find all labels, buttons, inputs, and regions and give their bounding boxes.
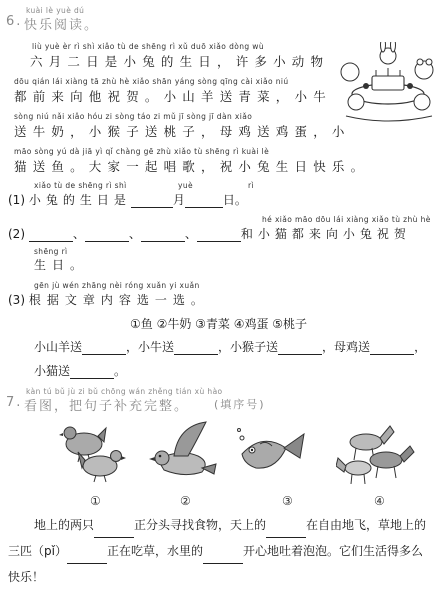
section6-number: 6. — [6, 14, 23, 29]
passage-pinyin-4: māo sòng yú dà jiā yì qǐ chàng gē zhù xiǎo tù shēng rì kuài lè — [14, 147, 270, 156]
passage-line-3: 送牛奶，小猴子送桃子，母鸡送鸡蛋，小 — [14, 124, 351, 139]
q3-goat-blank[interactable] — [82, 343, 126, 355]
q2-sep-1: 、 — [72, 227, 85, 241]
q1-label: (1) — [8, 193, 25, 207]
q1-text-c: 日。 — [222, 193, 247, 207]
q3-fill-e: ， — [414, 340, 427, 354]
q1-month-blank[interactable] — [131, 196, 173, 208]
q2-pinyin-2: shēng rì — [34, 247, 68, 256]
q2-question — [8, 225, 411, 242]
q2-blank-4[interactable] — [197, 230, 241, 242]
image-label-1: ① — [90, 494, 101, 508]
q2-text-2: 生日。 — [34, 258, 89, 272]
q3-pinyin: gēn jù wén zhāng nèi róng xuǎn yi xuǎn — [34, 281, 200, 290]
fish-picture — [236, 424, 308, 480]
q3-fill-g: 。 — [114, 364, 127, 378]
q3-fill-line-2 — [34, 362, 126, 379]
section6-title: 快乐阅读。 — [24, 18, 100, 33]
para-blank-3[interactable] — [67, 552, 107, 564]
section7-number: 7. — [6, 395, 23, 410]
para-c: 在自由地飞，草地上的 — [306, 518, 427, 532]
image-label-2: ② — [180, 494, 191, 508]
q3-fill-b: ，小牛送 — [126, 340, 175, 354]
para-b: 正分头寻找食物，天上的 — [134, 518, 267, 532]
q3-fill-f: 小猫送 — [34, 364, 71, 378]
horses-picture — [336, 420, 416, 486]
section6-title-pinyin: kuài lè yuè dú — [26, 6, 85, 15]
q3-options: ①鱼 ②牛奶 ③青菜 ④鸡蛋 ⑤桃子 — [130, 317, 308, 331]
q1-text-b: 月 — [172, 193, 185, 207]
para-d: 三匹（pǐ） — [8, 544, 67, 558]
q3-text: 根据文章内容选一选。 — [28, 293, 209, 307]
q1-question — [8, 191, 247, 208]
passage-pinyin-3: sòng niú nǎi xiǎo hóu zi sòng táo zi mǔ jī sòng jī dàn xiǎo — [14, 112, 253, 121]
q3-fill-line-1 — [34, 338, 426, 355]
q1-text-a: 小兔的生日是 — [28, 193, 131, 207]
para-blank-2[interactable] — [266, 526, 306, 538]
q3-calf-blank[interactable] — [174, 343, 218, 355]
bird-picture — [148, 420, 220, 480]
q3-hen-blank[interactable] — [370, 343, 414, 355]
q3-monkey-blank[interactable] — [278, 343, 322, 355]
q2-sep-2: 、 — [128, 227, 141, 241]
para-g: 快乐！ — [8, 570, 45, 584]
passage-line-2: 都前来向他祝贺。小山羊送青菜，小牛 — [14, 89, 332, 104]
q2-text: 和小猫都来向小兔祝贺 — [240, 227, 411, 241]
q3-label: (3) — [8, 293, 25, 307]
para-e: 正在吃草，水里的 — [106, 544, 203, 558]
passage-line-4: 猫送鱼。大家一起唱歌，祝小兔生日快乐。 — [14, 159, 370, 174]
q1-day-blank[interactable] — [185, 196, 223, 208]
passage-line-1: 六月二日是小兔的生日，许多小动物 — [30, 54, 330, 69]
party-animals-illustration — [336, 42, 441, 122]
section7-title: 看图，把句子补充完整。 — [24, 399, 190, 414]
q2-label: (2) — [8, 227, 25, 241]
para-blank-4[interactable] — [203, 552, 243, 564]
q2-blank-3[interactable] — [141, 230, 185, 242]
q2-pinyin: hé xiǎo māo dōu lái xiàng xiǎo tù zhù hè — [262, 215, 431, 224]
para-blank-1[interactable] — [94, 526, 134, 538]
image-label-3: ③ — [282, 494, 293, 508]
q3-question — [8, 291, 209, 308]
q3-fill-c: ，小猴子送 — [218, 340, 279, 354]
q3-fill-a: 小山羊送 — [34, 340, 83, 354]
q1-pinyin-c: rì — [248, 181, 254, 190]
q2-blank-1[interactable] — [29, 230, 73, 242]
chickens-picture — [58, 420, 128, 485]
q1-pinyin-a: xiǎo tù de shēng rì shì — [34, 181, 127, 190]
passage-pinyin-1: liù yuè èr rì shì xiǎo tù de shēng rì xǔ duō xiǎo dòng wù — [32, 42, 264, 51]
q2-sep-3: 、 — [184, 227, 197, 241]
passage-pinyin-2: dōu qián lái xiàng tā zhù hè xiǎo shān yáng sòng qīng cài xiǎo niú — [14, 77, 289, 86]
para-a: 地上的两只 — [34, 518, 95, 532]
section7-title-pinyin: kàn tú bǔ jù zi bǔ chōng wán zhěng tián xù hào — [26, 387, 223, 396]
q3-fill-d: ，母鸡送 — [322, 340, 371, 354]
q2-blank-2[interactable] — [85, 230, 129, 242]
section7-title-note: (填序号) — [214, 398, 266, 411]
q3-cat-blank[interactable] — [70, 367, 114, 379]
section7-paragraph — [8, 512, 438, 590]
q1-pinyin-b: yuè — [178, 181, 194, 190]
image-label-4: ④ — [374, 494, 385, 508]
para-f: 开心地吐着泡泡。它们生活得多么 — [242, 544, 423, 558]
